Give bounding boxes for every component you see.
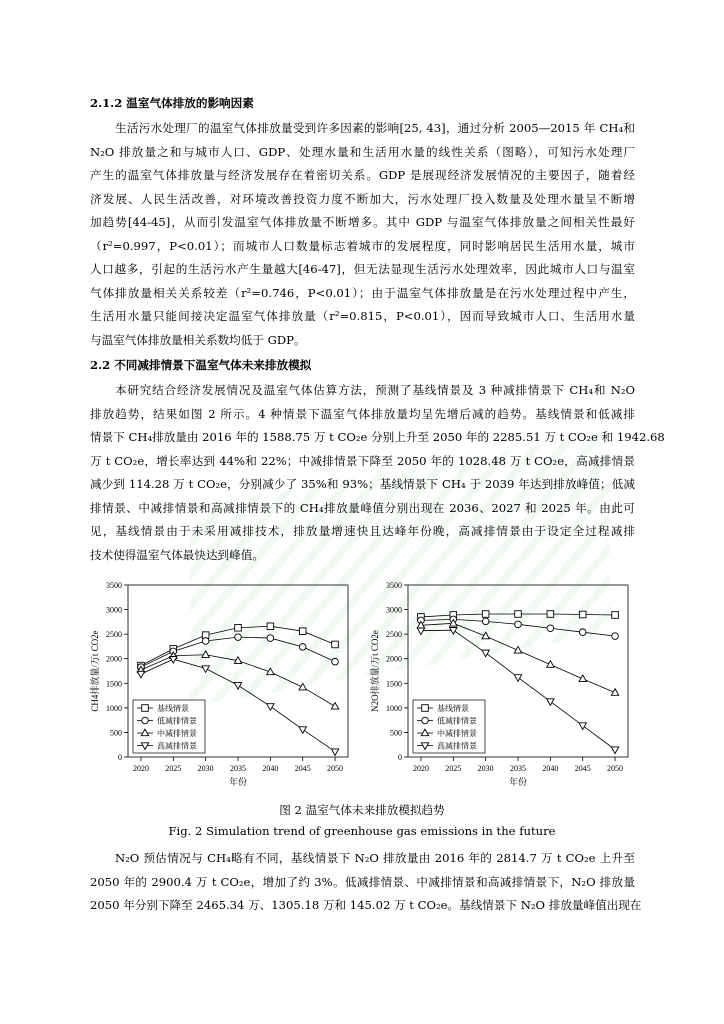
chart0-data-point [235, 624, 242, 631]
chart0-data-point [299, 628, 306, 635]
chart1-data-point [547, 661, 554, 668]
chart0-data-point [331, 702, 338, 709]
chart0-ytick-label: 1500 [106, 679, 122, 689]
para1-line-3: 济发展、人民生活改善，对环境改善投资力度不断加大，污水处理厂投入数量及处理水量呈不断增 [90, 192, 635, 206]
chart0-yaxis-label: CH4排放量/万t CO2e [90, 630, 100, 712]
chart0-ytick-label: 2500 [106, 630, 122, 640]
chart1-ytick-label: 1500 [386, 679, 402, 689]
chart1-data-point [579, 723, 586, 730]
para2-line-7: 技术使得温室气体最快达到峰值。 [90, 548, 264, 562]
chart0-data-point [332, 641, 339, 648]
chart1-xtick-label: 2030 [477, 764, 494, 773]
chart1-data-point [450, 628, 457, 635]
chart1-xtick-label: 2045 [574, 764, 591, 773]
chart0-ytick-label: 2000 [106, 654, 122, 664]
chart0-data-point [332, 658, 339, 665]
chart0-data-point [299, 727, 306, 734]
para3-line-1: 2050 年的 2900.4 万 t CO₂e，增加了约 3%。低减排情景、中减排情景和高减排情景下，N₂O 排放量 [90, 875, 635, 889]
chart1-legend-label: 中减排情景 [437, 729, 477, 738]
chart0-xtick-label: 2050 [327, 764, 344, 773]
chart1-ytick-label: 3500 [386, 581, 402, 590]
chart1-legend-label: 基线情景 [437, 704, 469, 713]
para1-line-2: 产生的温室气体排放量与经济发展存在着密切关系。GDP 是展现经济发展情况的主要因子，随着经 [90, 168, 635, 182]
chart1-data-point [515, 611, 522, 618]
chart1-series-0 [418, 611, 619, 621]
para2-line-4: 减少到 114.28 万 t CO₂e，分别减少了 35%和 93%；基线情景下 CH₄ 于 2039 年达到排放峰值；低减 [90, 477, 635, 491]
para3-line-0: N₂O 预估情况与 CH₄略有不同，基线情景下 N₂O 排放量由 2016 年的 2814.7 万 t CO₂e 上升至 [115, 851, 635, 865]
chart0-data-point [299, 683, 306, 690]
chart0-xtick-label: 2020 [132, 764, 149, 773]
chart0-legend-label: 高减排情景 [157, 741, 197, 751]
chart0-xtick-label: 2045 [294, 764, 311, 773]
chart0-data-point [137, 671, 144, 678]
para1-line-6: 人口越多，引起的生活污水产生量越大[46-47]，但无法显现生活污水处理效率，因此城市人口与温室 [90, 262, 635, 276]
chart1-xtick-label: 2025 [445, 764, 462, 773]
para2-line-2: 情景下 CH₄排放量由 2016 年的 1588.75 万 t CO₂e 分别上升至 2050 年的 2285.51 万 t CO₂e 和 1942.68 [90, 430, 665, 444]
chart0-ytick-label: 1000 [106, 703, 122, 713]
chart1-xtick-label: 2035 [510, 764, 526, 773]
para2-line-6: 见，基线情景由于未采用减排技术，排放量增速快且达峰年份晚，高减排情景由于设定全过程减排 [90, 524, 635, 538]
chart0-legend-label: 中减排情景 [157, 729, 197, 738]
chart0-data-point [234, 683, 241, 690]
chart1-data-point [547, 699, 554, 706]
chart0-legend-label: 低减排情景 [157, 716, 197, 726]
chart0-ytick-label: 0 [118, 753, 122, 762]
chart1-data-point [547, 625, 554, 632]
chart0-data-point [331, 749, 338, 756]
chart0-legend-label: 基线情景 [157, 704, 189, 713]
chart0-legend-marker [142, 717, 149, 724]
chart0-data-point [299, 644, 306, 651]
chart1-data-point [612, 612, 619, 619]
para1-line-1: N₂O 排放量之和与城市人口、GDP、处理水量和生活用水量的线性关系（图略），可知污水处理厂 [90, 145, 635, 159]
chart0-xtick-label: 2035 [230, 764, 246, 773]
chart1-ytick-label: 0 [398, 753, 402, 762]
para2-line-3: 万 t CO₂e，增长率达到 44%和 22%；中减排情景下降至 2050 年的 1028.48 万 t CO₂e，高减排情景 [90, 454, 635, 468]
chart1-ytick-label: 2500 [386, 630, 402, 640]
chart1-data-point [515, 621, 522, 628]
chart0-data-point [202, 666, 209, 673]
chart1-data-point [579, 611, 586, 618]
para1-line-4: 加趋势[44-45]，从而引发温室气体排放量不断增多。其中 GDP 与温室气体排放量之间相关性最好 [90, 215, 635, 229]
chart1-data-point [417, 628, 424, 635]
chart0-xtick-label: 2025 [165, 764, 182, 773]
chart1-yaxis-label: N2O排放量/万t CO2e [370, 630, 380, 712]
chart1-data-point [612, 633, 619, 640]
para2-line-1: 排放趋势，结果如图 2 所示。4 种情景下温室气体排放量均呈先增后减的趋势。基线情景和低减排 [90, 407, 635, 421]
chart1-legend-marker [422, 717, 429, 724]
chart1-data-point [482, 618, 489, 625]
figure-caption-en: Fig. 2 Simulation trend of greenhouse gas emissions in the future [168, 824, 556, 838]
chart0-data-point [202, 651, 209, 658]
chart1-xtick-label: 2040 [542, 764, 559, 773]
chart1-series-2 [417, 619, 619, 695]
figure-ch4-chart [70, 575, 360, 790]
chart0-data-point [267, 623, 274, 630]
chart1-data-point [482, 611, 489, 618]
para1-line-0: 生活污水处理厂的温室气体排放量受到许多因素的影响[25, 43]，通过分析 2005—2015 年 CH₄和 [115, 121, 635, 135]
chart1-legend-label: 低减排情景 [437, 716, 477, 726]
chart1-xtick-label: 2050 [607, 764, 624, 773]
chart1-data-point [482, 650, 489, 657]
chart0-data-point [202, 638, 209, 645]
figure-caption-cn: 图 2 温室气体未来排放模拟趋势 [279, 803, 445, 817]
chart1-data-point [611, 689, 618, 696]
chart1-data-point [547, 611, 554, 618]
chart1-xaxis-label: 年份 [508, 777, 528, 787]
chart0-xtick-label: 2030 [197, 764, 214, 773]
chart0-ytick-label: 3000 [106, 605, 122, 615]
chart1-ytick-label: 2000 [386, 654, 402, 664]
section-heading-2-1-2: 2.1.2 温室气体排放的影响因素 [90, 96, 254, 110]
chart1-data-point [611, 747, 618, 754]
chart1-xtick-label: 2020 [412, 764, 429, 773]
chart0-data-point [235, 634, 242, 641]
chart1-data-point [514, 646, 521, 653]
para1-line-5: （r²=0.997，P<0.01）；而城市人口数量标志着城市的发展程度，同时影响居民生活用水量，城市 [90, 239, 635, 253]
chart1-legend-marker [422, 705, 429, 712]
chart0-data-point [267, 635, 274, 642]
figure-n2o-chart [350, 575, 640, 790]
chart1-ytick-label: 3000 [386, 605, 402, 615]
chart1-data-point [579, 675, 586, 682]
chart1-data-point [579, 629, 586, 636]
para1-line-8: 生活用水量只能间接决定温室气体排放量（r²=0.815，P<0.01），因而导致城市人口、生活用水量 [90, 309, 635, 323]
para1-line-7: 气体排放量相关关系较差（r²=0.746，P<0.01）；由于温室气体排放量是在污水处理过程中产生， [90, 286, 635, 300]
chart0-legend-marker [142, 705, 149, 712]
n2o-chart-svg [350, 575, 640, 790]
para1-line-9: 与温室气体排放量相关系数均低于 GDP。 [90, 333, 306, 347]
section-heading-2-2: 2.2 不同减排情景下温室气体未来排放模拟 [90, 358, 312, 372]
chart0-ytick-label: 500 [110, 728, 122, 738]
chart0-xtick-label: 2040 [262, 764, 279, 773]
para3-line-2: 2050 年分别下降至 2465.34 万、1305.18 万和 145.02 万 t CO₂e。基线情景下 N₂O 排放量峰值出现在 [90, 898, 642, 912]
para2-line-5: 排情景、中减排情景和高减排情景下的 CH₄排放量峰值分别出现在 2036、2027 和 2025 年。由此可 [90, 501, 635, 515]
chart0-ytick-label: 3500 [106, 581, 122, 590]
chart0-data-point [267, 704, 274, 711]
ch4-chart-svg [70, 575, 360, 790]
chart1-series-1 [418, 616, 619, 639]
chart1-ytick-label: 1000 [386, 703, 402, 713]
chart1-legend-label: 高减排情景 [437, 741, 477, 751]
chart1-ytick-label: 500 [390, 728, 402, 738]
para2-line-0: 本研究结合经济发展情况及温室气体估算方法，预测了基线情景及 3 种减排情景下 CH₄和 N₂O [115, 383, 635, 397]
chart0-xaxis-label: 年份 [228, 777, 248, 787]
chart1-data-point [514, 675, 521, 682]
